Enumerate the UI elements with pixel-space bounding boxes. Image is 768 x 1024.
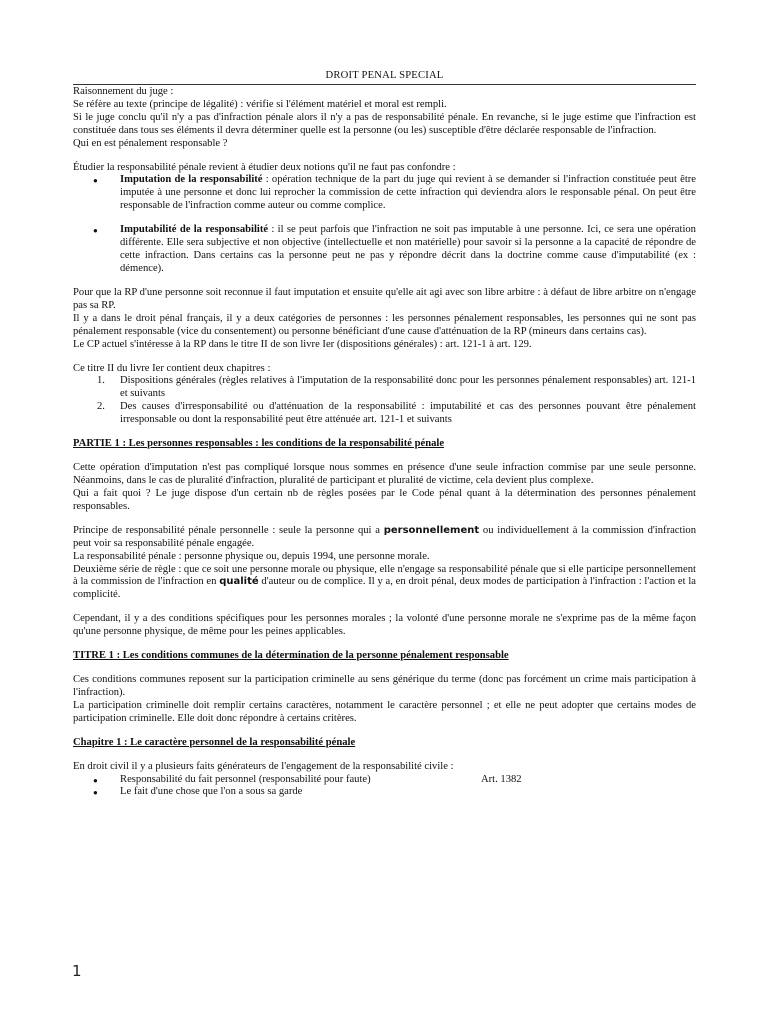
paragraph: Raisonnement du juge :	[73, 85, 174, 97]
list-number: 2.	[97, 401, 105, 413]
list-item-text: Dispositions générales (règles relatives à l'imputation de la responsabilité donc pour les personnes pénalement responsables) art. 121-1 et suivants	[120, 375, 696, 400]
paragraph	[73, 564, 696, 603]
paragraph	[73, 525, 696, 551]
document-body	[73, 70, 696, 799]
term-imputation: Imputation de la responsabilité	[120, 174, 263, 186]
paragraph: Ce titre II du livre Ier contient deux chapitres :	[73, 362, 271, 374]
bullet-list-notions	[73, 174, 696, 275]
paragraph: Ces conditions communes reposent sur la participation criminelle au sens générique du terme (donc pas forcément un crime mais participation à l'infraction).	[73, 674, 696, 698]
paragraph: Cette opération d'imputation n'est pas compliqué lorsque nous sommes en présence d'une seule infraction commise par une seule personne. Néanmoins, dans le cas de pluralité d'infraction, pluralité de participant et pluralité de victime, cela devient plus complexe.	[73, 462, 696, 486]
paragraph: Étudier la responsabilité pénale revient à étudier deux notions qu'il ne faut pas confondre :	[73, 161, 456, 173]
text-run: Principe de responsabilité pénale personnelle : seule la personne qui a	[73, 524, 384, 536]
numbered-list-chapters	[73, 375, 696, 427]
paragraph: Se réfère au texte (principe de légalité) : vérifie si l'élément matériel et moral est rempli.	[73, 98, 447, 110]
paragraph: Cependant, il y a des conditions spécifiques pour les personnes morales ; la volonté d'une personne morale ne s'exprime pas de la même façon qu'une personne physique, de même pour les peines applicables.	[73, 613, 696, 638]
term-definition: : il se peut parfois que l'infraction ne soit pas imputable à une personne. Ici, ce sera une opération différente. Elle sera subjective et non objective (intellectuelle et non matérielle) pour savoir si la personne a la capacité de répondre de cette infraction. Dans certains cas la personne peut ne pas y répondre décrit dans la doctrine comme cause d'imputabilité (ex : démence).	[120, 224, 696, 274]
list-item-text: Responsabilité du fait personnel (responsabilité pour faute)	[120, 773, 371, 785]
page-number: 1	[72, 962, 82, 980]
term-definition: : opération technique de la part du juge qui revient à se demander si l'infraction constituée peut être imputée à une personne et donc lui reprocher la commission de cette infraction qui deviendra alors le responsable pénal. On peut être responsable de l'infraction comme auteur ou comme complice.	[120, 174, 697, 212]
paragraph: Le CP actuel s'intéresse à la RP dans le titre II de son livre Ier (dispositions générales) : art. 121-1 à art. 129.	[73, 338, 532, 350]
paragraph: La responsabilité pénale : personne physique ou, depuis 1994, une personne morale.	[73, 550, 430, 562]
paragraph: La participation criminelle doit remplir certains caractères, notamment le caractère personnel ; et elle ne peut adopter que certains modes de participation criminelle. Elle doit donc répondre à certains critères.	[73, 699, 696, 724]
text-run: d'auteur ou de complice. Il y a, en droit pénal, deux modes de participation à l'infraction : l'action et la complicité.	[73, 576, 696, 601]
list-item	[93, 224, 696, 276]
paragraph: Si le juge conclu qu'il n'y a pas d'infraction pénale alors il n'y a pas de responsabilité pénale. En revanche, si le juge estime que l'infraction est constituée dans tous ses éléments il devra déterminer quelle est la personne (ou les) susceptible d'être déclarée responsable de l'infraction.	[73, 111, 696, 136]
list-item-text: Le fait d'une chose que l'on a sous sa garde	[120, 786, 303, 798]
paragraph: Il y a dans le droit pénal français, il y a deux catégories de personnes : les personnes pénalement responsables, les personnes qui ne sont pas pénalement responsable (vice du consentement) ou personne bénéficiant d'une cause d'atténuation de la RP (mineurs dans certains cas).	[73, 312, 696, 337]
paragraph: Qui a fait quoi ? Le juge dispose d'un certain nb de règles posées par le Code pénal quant à la détermination des personnes pénalement responsables.	[73, 487, 696, 512]
bullet-list-faits	[73, 774, 696, 800]
list-item	[93, 174, 696, 213]
paragraph: En droit civil il y a plusieurs faits générateurs de l'engagement de la responsabilité civile :	[73, 760, 454, 772]
emphasis: qualité	[219, 576, 259, 588]
list-item	[93, 786, 696, 799]
term-imputabilite: Imputabilité de la responsabilité	[120, 224, 269, 236]
list-item	[93, 774, 696, 787]
list-item	[97, 401, 696, 427]
article-reference: Art. 1382	[481, 773, 522, 785]
section-heading-chapitre-1: Chapitre 1 : Le caractère personnel de la responsabilité pénale	[73, 736, 356, 748]
paragraph: Qui en est pénalement responsable ?	[73, 137, 228, 149]
text-run: ou individuellement à la commission d'infraction peut voir sa responsabilité pénale engagée.	[73, 524, 696, 549]
paragraph: Pour que la RP d'une personne soit reconnue il faut imputation et ensuite qu'elle ait agi avec son libre arbitre : à défaut de libre arbitre on n'engage pas sa RP.	[73, 286, 696, 311]
list-item-text: Des causes d'irresponsabilité ou d'atténuation de la responsabilité : imputabilité et cas des personnes pouvant être pénalement irresponsable ou dont la responsabilité peut être atténuée art. 121-1 et suivants	[120, 401, 696, 426]
section-heading-titre-1: TITRE 1 : Les conditions communes de la détermination de la personne pénalement responsable	[73, 650, 509, 662]
page-header: DROIT PENAL SPECIAL	[73, 70, 696, 85]
list-item	[97, 375, 696, 401]
list-number: 1.	[97, 375, 105, 387]
emphasis: personnellement	[383, 524, 480, 536]
text-run: Deuxième série de règle : que ce soit une personne morale ou physique, elle n'engage sa responsabilité pénale que si elle participe personnellement à la commission de l'infraction en	[73, 563, 696, 588]
section-heading-partie-1: PARTIE 1 : Les personnes responsables : les conditions de la responsabilité pénale	[73, 438, 445, 450]
